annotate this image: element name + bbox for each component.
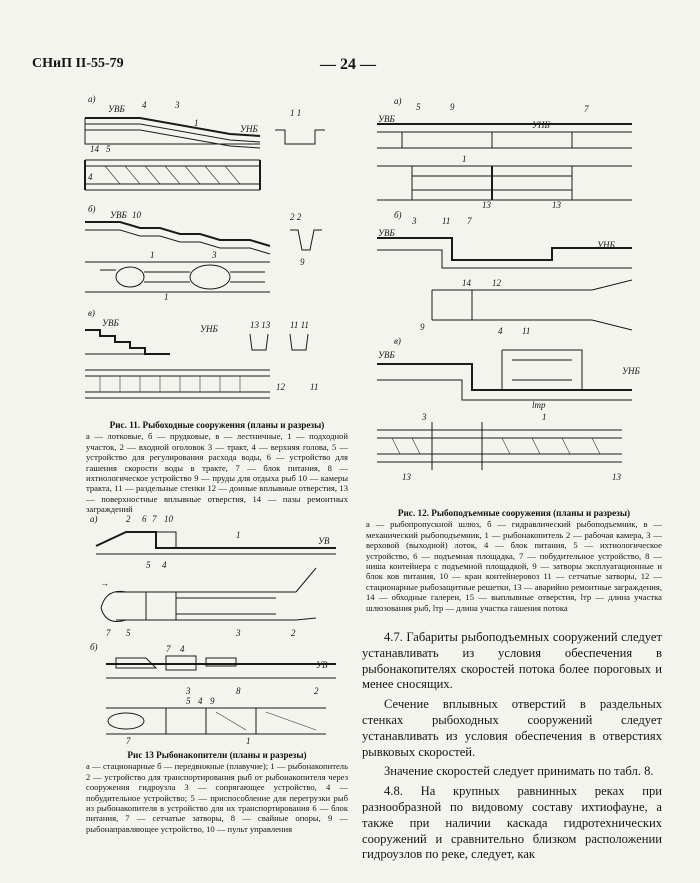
svg-text:11: 11 <box>442 216 451 226</box>
svg-text:УВБ: УВБ <box>110 210 127 220</box>
svg-text:9: 9 <box>420 322 425 332</box>
fig11-uvb-label: УВБ <box>108 104 125 114</box>
svg-text:4: 4 <box>198 696 203 706</box>
svg-text:1: 1 <box>236 530 241 540</box>
svg-text:3: 3 <box>422 412 427 422</box>
svg-text:2: 2 <box>314 686 319 696</box>
svg-text:4: 4 <box>180 644 185 654</box>
svg-text:УВ: УВ <box>316 660 328 670</box>
svg-text:7: 7 <box>166 644 171 654</box>
svg-text:УНБ: УНБ <box>597 240 615 250</box>
svg-text:12: 12 <box>276 382 285 392</box>
svg-text:УВБ: УВБ <box>102 318 119 328</box>
svg-text:УВБ: УВБ <box>378 350 395 360</box>
figure-13-caption: Рис 13 Рыбонакопители (планы и разрезы) а — стационарные б — передвижные (плавучие); 1 — рыбонакопитель 2 — устройство для транспортирования рыб от рыбонакопителя через сооружения гидроузла 3 — сопрягающее устройство, 4 — побудительное устройство; 5 — приспособление для перегрузки рыб из рыбонакопителя в устройство для их транспортирования 6 — блок питания, 7 — сетчатые затворы, 8 — свайные опоры, 9 — рыбонаправляющее устройство, 10 — пульт управления <box>86 750 348 834</box>
svg-text:7: 7 <box>584 104 589 114</box>
fig11-part-b-label: б) <box>88 204 96 214</box>
svg-text:7: 7 <box>106 628 111 638</box>
paragraph-section-openings: Сечение вплывных отверстий в раздельных стенках рыбоходных сооружений следует устанавливать из условия обеспечения в отверстиях рывковых скоростей. <box>362 697 662 759</box>
svg-text:4: 4 <box>498 326 503 336</box>
svg-text:9: 9 <box>450 102 455 112</box>
svg-text:2: 2 <box>291 628 296 638</box>
svg-text:5: 5 <box>186 696 191 706</box>
document-code: СНиП II-55-79 <box>32 56 124 71</box>
page-number: — 24 — <box>320 56 376 73</box>
fig13-uv-label: УВ <box>318 536 330 546</box>
svg-text:6: 6 <box>142 514 147 524</box>
svg-text:7: 7 <box>126 736 131 746</box>
svg-text:УНБ: УНБ <box>200 324 218 334</box>
svg-text:13: 13 <box>612 472 621 482</box>
figure-12-title: Рис. 12. Рыбоподъемные сооружения (планы и разрезы) <box>397 508 631 518</box>
svg-text:1: 1 <box>150 250 155 260</box>
fig13-flow-arrow: → <box>100 578 109 588</box>
svg-text:10: 10 <box>164 514 173 524</box>
figure-11-title: Рис. 11. Рыбоходные сооружения (планы и разрезы) <box>109 420 325 430</box>
svg-text:11: 11 <box>310 382 319 392</box>
svg-text:9: 9 <box>300 257 305 267</box>
fig12-ltr-label: lтр <box>532 400 546 410</box>
svg-text:1: 1 <box>164 292 169 302</box>
svg-text:2: 2 <box>126 514 131 524</box>
fig11-section-13-13: 13 13 <box>250 320 271 330</box>
fig12-part-a-label: а) <box>394 96 402 106</box>
fig12-part-c-label: в) <box>394 336 401 346</box>
svg-text:12: 12 <box>492 278 501 288</box>
svg-text:1: 1 <box>246 736 251 746</box>
svg-text:1: 1 <box>194 118 199 128</box>
paragraph-speed-values: Значение скоростей следует принимать по табл. 8. <box>384 764 654 779</box>
figure-12-caption: Рис. 12. Рыбоподъемные сооружения (планы и разрезы) а — рыбопропускной шлюз, б — гидравлический рыбоподъемник, в — механический рыбоподъемник, 1 — рыбонакопитель 2 — рабочая камера, 3 — верховой (выходной) лоток, 4 — блок питания, 5 — ихтиологическое устройство, 6 — подъемная площадка, 7 — побудительное устройство, 8 — ниша контейнера с подъемной площадкой, 9 — затворы эксплуатационные и блок ков питания, 10 — кран контейнеровоз 11 — сетчатые затворы, 12 — стационарные рыбозащитные решетки, 13 — аварийно ремонтные заграждения, 14 — обходные галереи, 15 — выплывные отверстия, lтр — длина участка шлюзования рыб, lтр — длина участка гашения потока <box>366 508 662 613</box>
paragraph-4-7: 4.7. Габариты рыбоподъемных сооружений следует устанавливать из условия обеспечения в рыбонакопителях скоростей потока более пороговых и менее сносящих. <box>362 630 662 692</box>
svg-text:УНБ: УНБ <box>532 120 550 130</box>
svg-text:13: 13 <box>402 472 411 482</box>
fig11-section-11-11: 11 11 <box>290 320 309 330</box>
fig12-un-label: УНБ <box>622 366 640 376</box>
svg-text:14: 14 <box>462 278 471 288</box>
svg-text:8: 8 <box>236 686 241 696</box>
paragraph-4-8: 4.8. На крупных равнинных реках при разнообразной по видовому составу ихтиофауне, а также при наличии каскада гидротехнических сооружений и сравнительно близком расположении гидроузлов по реке, следует, как <box>362 784 662 862</box>
svg-text:5: 5 <box>416 102 421 112</box>
figure-11-caption: Рис. 11. Рыбоходные сооружения (планы и разрезы) а — лотковые, б — прудковые, в — лестничные, 1 — подходной участок, 2 — входной оголовок 3 — тракт, 4 — верхняя голова, 5 — устройство для регулирования расхода воды, 6 — устройство для гашения скорости воды в тракте, 7 — блок питания, 8 — ихтиологическое устройство 9 — пруды для отдыха рыб 10 — камеры тракта, 11 — раздельные стенки 12 — донные вплывные отверстия, 13 — поверхностные вплывные отверстия, 14 — пазы ремонтных заграждений <box>86 420 348 515</box>
svg-text:3: 3 <box>186 686 191 696</box>
fig13-part-b-label: б) <box>90 642 98 652</box>
svg-text:3: 3 <box>175 100 180 110</box>
svg-text:3: 3 <box>412 216 417 226</box>
svg-text:10: 10 <box>132 210 141 220</box>
svg-text:УВБ: УВБ <box>378 114 395 124</box>
svg-text:13: 13 <box>552 200 561 210</box>
svg-text:4: 4 <box>142 100 147 110</box>
svg-text:1: 1 <box>542 412 547 422</box>
figure-13-drawing <box>86 508 346 746</box>
svg-text:3: 3 <box>236 628 241 638</box>
fig11-unb-label: УНБ <box>240 124 258 134</box>
figure-12-drawing <box>372 90 652 500</box>
svg-text:5: 5 <box>126 628 131 638</box>
svg-text:5: 5 <box>146 560 151 570</box>
figure-11-drawing <box>80 90 350 410</box>
svg-text:14: 14 <box>90 144 99 154</box>
svg-text:7: 7 <box>152 514 157 524</box>
svg-text:11: 11 <box>522 326 531 336</box>
svg-text:1: 1 <box>462 154 467 164</box>
fig11-part-c-label: в) <box>88 308 95 318</box>
svg-text:4: 4 <box>162 560 167 570</box>
fig11-section-1-1: 1 1 <box>290 108 302 118</box>
svg-text:13: 13 <box>482 200 491 210</box>
body-text-section <box>362 630 662 867</box>
svg-text:УВБ: УВБ <box>378 228 395 238</box>
svg-text:5: 5 <box>106 144 111 154</box>
fig13-part-a-label: а) <box>90 514 98 524</box>
fig11-section-2-2: 2 2 <box>290 212 302 222</box>
svg-text:7: 7 <box>467 216 472 226</box>
fig12-part-b-label: б) <box>394 210 402 220</box>
svg-text:4: 4 <box>88 172 93 182</box>
fig11-part-a-label: а) <box>88 94 96 104</box>
svg-text:3: 3 <box>212 250 217 260</box>
figure-13-title: Рис 13 Рыбонакопители (планы и разрезы) <box>127 750 307 760</box>
svg-text:9: 9 <box>210 696 215 706</box>
